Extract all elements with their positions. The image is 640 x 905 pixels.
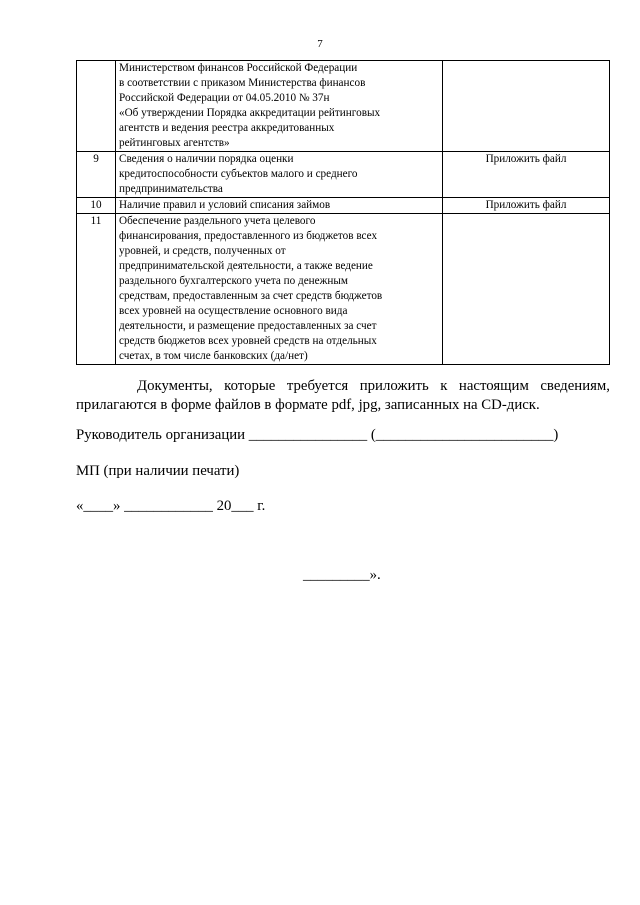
description-line: Сведения о наличии порядка оценки [119,153,294,165]
row-number: 9 [77,152,116,198]
row-description [116,152,443,198]
description-line: Обеспечение раздельного учета целевого [119,215,316,227]
description-line: счетах, в том числе банковских (да/нет) [119,350,308,362]
description-line: раздельного бухгалтерского учета по денежным [119,275,348,287]
description-line: средств бюджетов всех уровней средств на отдельных [119,335,377,347]
page-number: 7 [317,38,323,50]
description-line: предпринимательской деятельности, а также ведение [119,260,373,272]
description-line: агентств и ведения реестра аккредитованных [119,122,335,134]
description-line: средствам, предоставленным за счет средств бюджетов [119,290,383,302]
row-action [443,61,610,152]
row-description [116,198,443,214]
row-action: Приложить файл [443,152,610,198]
documents-note-line-2: прилагаются в форме файлов в формате pdf, jpg, записанных на CD-диск. [76,397,540,413]
table-row [77,198,610,214]
closing-line: _________». [303,567,381,583]
description-line: предпринимательства [119,183,223,195]
date-line: «____» ____________ 20___ г. [76,498,266,514]
head-signature-line: Руководитель организации ________________ (________________________) [76,427,559,443]
table-row [77,61,610,152]
description-line: уровней, и средств, полученных от [119,245,286,257]
description-line: «Об утверждении Порядка аккредитации рейтинговых [119,107,381,119]
description-line: деятельности, и размещение предоставленных за счет [119,320,377,332]
description-line: в соответствии с приказом Министерства финансов [119,77,366,89]
description-line: Российской Федерации от 04.05.2010 № 37н [119,92,330,104]
info-table [76,60,610,365]
table-row [77,152,610,198]
description-line: кредитоспособности субъектов малого и среднего [119,168,358,180]
documents-note-line-1: Документы, которые требуется приложить к настоящим сведениям, [137,378,610,394]
description-line: рейтинговых агентств» [119,137,230,149]
row-number: 10 [77,198,116,214]
row-description [116,61,443,152]
row-number [77,61,116,152]
row-action: Приложить файл [443,198,610,214]
stamp-label: МП (при наличии печати) [76,463,240,479]
documents-note [76,377,610,415]
table-row [77,214,610,365]
row-number: 11 [77,214,116,365]
description-line: всех уровней на осуществление основного вида [119,305,348,317]
row-action [443,214,610,365]
row-description [116,214,443,365]
description-line: финансирования, предоставленного из бюджетов всех [119,230,378,242]
description-line: Наличие правил и условий списания займов [119,199,331,211]
description-line: Министерством финансов Российской Федерации [119,62,358,74]
